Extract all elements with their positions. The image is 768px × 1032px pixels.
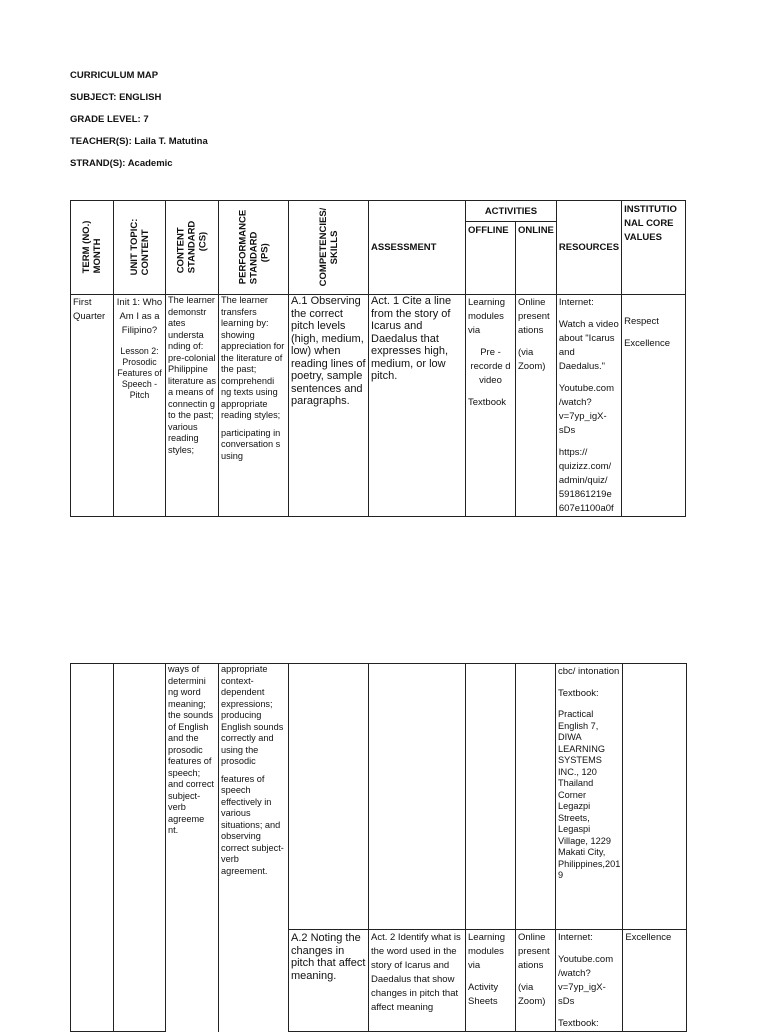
offline-item: Learning modules via	[468, 297, 505, 336]
performance-standard-1: The learner transfers learning by: showing appreciation for the literature of the past; comprehendi ng texts using appropriate reading styles;	[221, 295, 285, 420]
unit-title: Init 1: Who Am I as a Filipino?	[116, 297, 163, 336]
core-value: Excellence	[624, 338, 671, 349]
col-resources: RESOURCES	[556, 201, 621, 295]
col-competencies: COMPETENCIES/ SKILLS	[289, 201, 369, 295]
col-core-values: INSTITUTIO NAL CORE VALUES	[622, 201, 686, 295]
col-ps: PERFORMANCE STANDARD (PS)	[219, 201, 289, 295]
online-item: Online present ations	[518, 297, 550, 336]
col-unit: UNIT TOPIC: CONTENT	[114, 201, 166, 295]
doc-title: CURRICULUM MAP	[70, 70, 159, 81]
resource-item: Textbook:	[558, 1018, 599, 1029]
curriculum-table-page2	[70, 663, 687, 1032]
table-row	[71, 295, 686, 517]
core-value: Excellence	[625, 932, 672, 943]
col-activities: ACTIVITIES	[466, 201, 557, 222]
col-assessment: ASSESSMENT	[369, 201, 466, 295]
offline-item: Textbook	[468, 397, 507, 408]
resource-item: Textbook:	[558, 688, 599, 699]
col-offline: OFFLINE	[466, 222, 516, 295]
term-value: First Quarter	[73, 297, 106, 322]
offline-item: Learning modules via	[468, 932, 505, 971]
assessment: Act. 1 Cite a line from the story of Icarus and Daedalus that expresses high, medium, or low pitch.	[371, 295, 452, 382]
offline-item: Activity Sheets	[468, 982, 499, 1007]
resource-link[interactable]: Youtube.com /watch? v=7yp_igX-sDs	[558, 383, 614, 436]
col-cs: CONTENT STANDARD (CS)	[166, 201, 219, 295]
resource-item: Internet:	[558, 932, 593, 943]
resource-link[interactable]: https:// quizizz.com/ admin/quiz/ 591861219e 607e1100a0f	[558, 447, 614, 514]
resource-item: Internet:	[558, 297, 594, 308]
online-item: (via Zoom)	[518, 982, 546, 1007]
content-standard: ways of determini ng word meaning; the sounds of English and the prosodic features of speech; and correct subject-verb agreeme nt.	[168, 664, 214, 835]
competency: A.2 Noting the changes in pitch that affect meaning.	[291, 932, 366, 982]
grade-line: GRADE LEVEL: 7	[70, 114, 149, 125]
online-item: Online present ations	[518, 932, 550, 971]
online-item: (via Zoom)	[518, 347, 546, 372]
col-online: ONLINE	[516, 222, 557, 295]
strand-line: STRAND(S): Academic	[70, 158, 173, 169]
core-value: Respect	[624, 316, 659, 327]
performance-standard-2: participating in conversation s using	[221, 427, 281, 461]
teacher-line: TEACHER(S): Laila T. Matutina	[70, 136, 208, 147]
curriculum-table-page1	[70, 200, 686, 517]
performance-standard-2: features of speech effectively in various situations; and observing correct subject-verb agreement.	[221, 773, 284, 876]
resource-item: cbc/ intonation	[558, 666, 620, 677]
offline-item: Pre - recorde d video	[470, 347, 511, 386]
resource-textbook: Practical English 7, DIWA LEARNING SYSTEMS INC., 120 Thailand Corner Legazpi Streets, Legaspi Village, 1229 Makati City, Philippines,201 9	[558, 709, 621, 880]
assessment: Act. 2 Identify what is the word used in the story of Icarus and Daedalus that show changes in pitch that affect meaning	[371, 932, 461, 1013]
table-row	[71, 664, 687, 930]
performance-standard-1: appropriate context-dependent expressions; producing English sounds correctly and using the prosodic	[221, 664, 284, 766]
col-term: TERM (NO.) MONTH	[71, 201, 114, 295]
content-standard: The learner demonstr ates understa nding of: pre-colonial Philippine literature as a means of connectin g to the past; various reading styles;	[168, 295, 217, 455]
resource-item: Watch a video about "Icarus and Daedalus."	[558, 319, 619, 372]
competency: A.1 Observing the correct pitch levels (high, medium, low) when reading lines of poetry, sample sentences and paragraphs.	[291, 295, 366, 407]
resource-link[interactable]: Youtube.com /watch? v=7yp_igX-sDs	[558, 954, 614, 1007]
subject-line: SUBJECT: ENGLISH	[70, 92, 162, 103]
unit-lesson: Lesson 2: Prosodic Features of Speech - Pitch	[117, 346, 162, 400]
